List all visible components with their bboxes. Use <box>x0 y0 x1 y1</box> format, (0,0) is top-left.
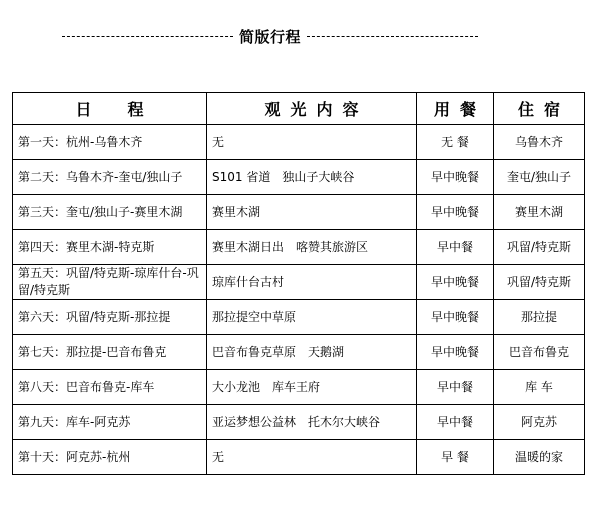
meals-cell: 早中晚餐 <box>417 195 494 230</box>
table-row <box>13 265 585 300</box>
meals-cell: 早中晚餐 <box>417 160 494 195</box>
table-row <box>13 125 585 160</box>
day-cell: 第二天：乌鲁木齐-奎屯/独山子 <box>13 160 207 195</box>
meals-cell: 早中晚餐 <box>417 335 494 370</box>
day-cell: 第八天：巴音布鲁克-库车 <box>13 370 207 405</box>
meals-cell: 早中餐 <box>417 230 494 265</box>
table-row <box>13 230 585 265</box>
day-cell: 第十天：阿克苏-杭州 <box>13 440 207 475</box>
stay-cell: 赛里木湖 <box>494 195 585 230</box>
meals-cell: 早中餐 <box>417 405 494 440</box>
day-cell: 第四天：赛里木湖-特克斯 <box>13 230 207 265</box>
day-cell: 第一天：杭州-乌鲁木齐 <box>13 125 207 160</box>
meals-cell: 早 餐 <box>417 440 494 475</box>
stay-cell: 那拉提 <box>494 300 585 335</box>
day-cell: 第三天：奎屯/独山子-赛里木湖 <box>13 195 207 230</box>
header-stay: 住宿 <box>494 93 585 125</box>
day-cell: 第六天：巩留/特克斯-那拉提 <box>13 300 207 335</box>
stay-cell: 巩留/特克斯 <box>494 265 585 300</box>
table-row <box>13 160 585 195</box>
left-dashed-rule <box>62 36 233 37</box>
sights-cell: 那拉提空中草原 <box>207 300 417 335</box>
table-row <box>13 440 585 475</box>
header-meals: 用餐 <box>417 93 494 125</box>
sights-cell: 无 <box>207 125 417 160</box>
page-title: 简版行程 <box>239 27 302 46</box>
meals-cell: 无 餐 <box>417 125 494 160</box>
stay-cell: 乌鲁木齐 <box>494 125 585 160</box>
stay-cell: 巩留/特克斯 <box>494 230 585 265</box>
day-cell: 第九天：库车-阿克苏 <box>13 405 207 440</box>
table-row <box>13 300 585 335</box>
sights-cell: 无 <box>207 440 417 475</box>
day-cell: 第五天：巩留/特克斯-琼库什台-巩留/特克斯 <box>13 265 207 300</box>
table-row <box>13 405 585 440</box>
sights-cell: 巴音布鲁克草原 天鹅湖 <box>207 335 417 370</box>
stay-cell: 库 车 <box>494 370 585 405</box>
sights-cell: 赛里木湖 <box>207 195 417 230</box>
header-sights: 观光内容 <box>207 93 417 125</box>
sights-cell: 大小龙池 库车王府 <box>207 370 417 405</box>
header-day: 日 程 <box>13 93 207 125</box>
right-dashed-rule <box>307 36 478 37</box>
table-header-row <box>13 93 585 125</box>
stay-cell: 温暖的家 <box>494 440 585 475</box>
heading-row <box>62 24 478 48</box>
stay-cell: 阿克苏 <box>494 405 585 440</box>
meals-cell: 早中晚餐 <box>417 300 494 335</box>
stay-cell: 奎屯/独山子 <box>494 160 585 195</box>
itinerary-table <box>12 92 585 475</box>
table-row <box>13 370 585 405</box>
sights-cell: 琼库什台古村 <box>207 265 417 300</box>
sights-cell: 赛里木湖日出 喀赞其旅游区 <box>207 230 417 265</box>
sights-cell: S101 省道 独山子大峡谷 <box>207 160 417 195</box>
stay-cell: 巴音布鲁克 <box>494 335 585 370</box>
meals-cell: 早中晚餐 <box>417 265 494 300</box>
meals-cell: 早中餐 <box>417 370 494 405</box>
table-row <box>13 335 585 370</box>
sights-cell: 亚运梦想公益林 托木尔大峡谷 <box>207 405 417 440</box>
day-cell: 第七天：那拉提-巴音布鲁克 <box>13 335 207 370</box>
table-row <box>13 195 585 230</box>
